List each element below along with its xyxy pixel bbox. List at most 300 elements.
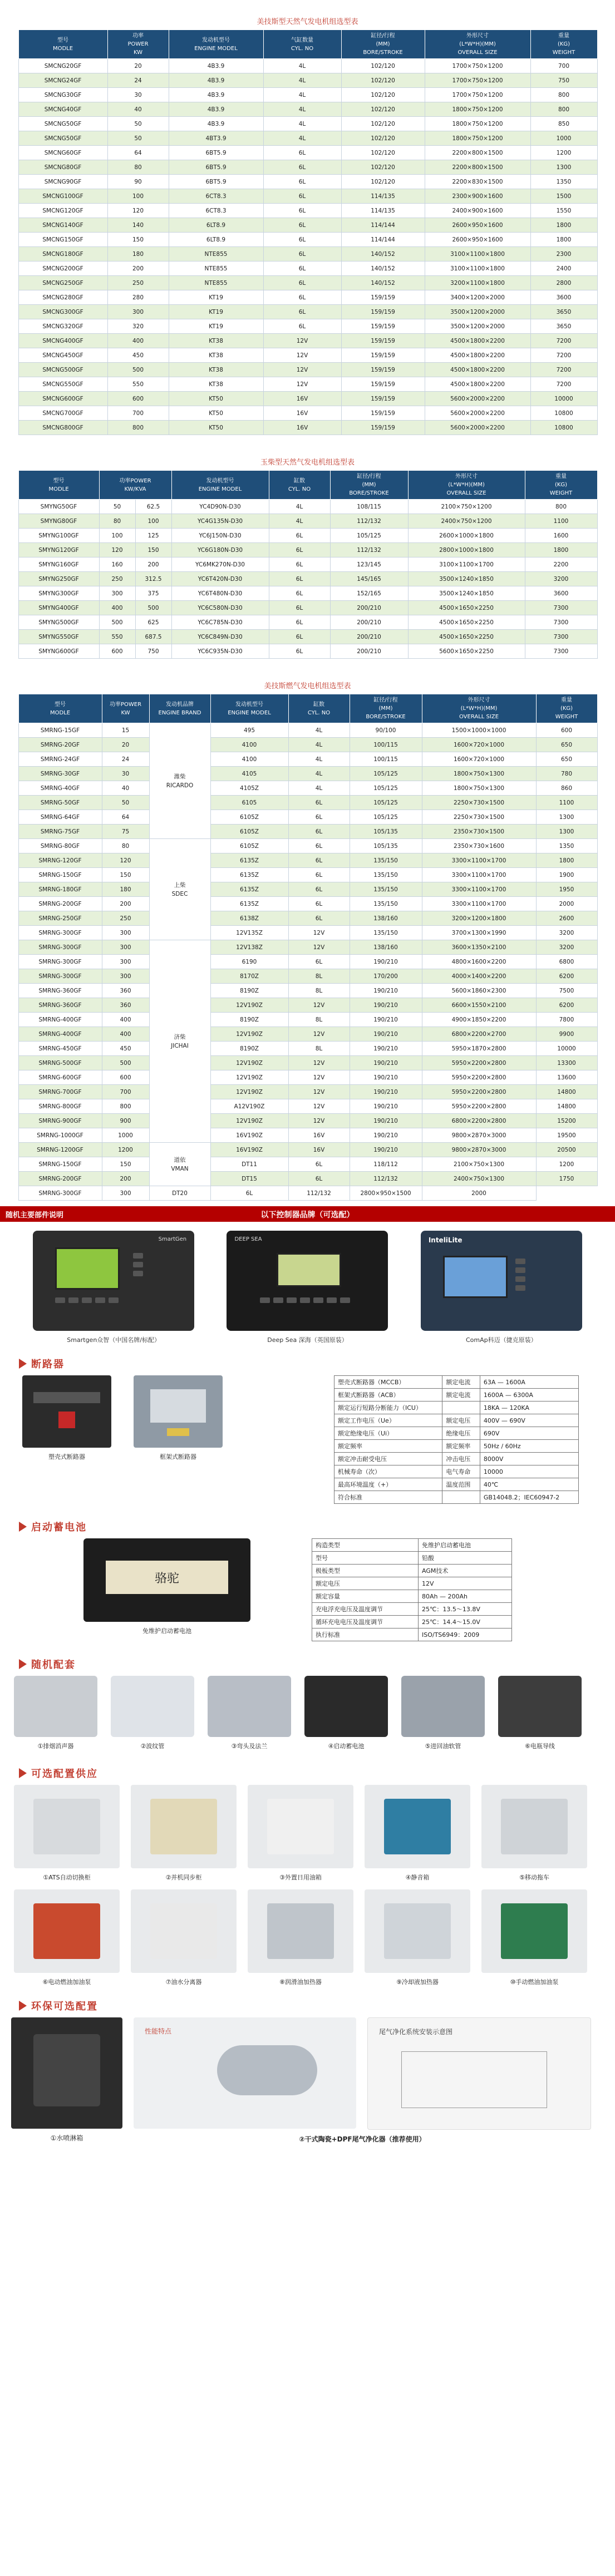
table-cell: 200 — [107, 261, 169, 276]
table-cell: 190/210 — [350, 1042, 422, 1056]
spec-cell: 符合标准 — [334, 1491, 442, 1504]
table-cell: 170/200 — [350, 969, 422, 984]
table-cell: 102/120 — [341, 160, 425, 175]
table-cell: 3500×1200×2000 — [425, 319, 530, 334]
table-row — [18, 514, 597, 529]
table-row — [18, 421, 597, 435]
table-cell: SMCNG100GF — [18, 189, 107, 204]
table-cell: 4L — [269, 514, 330, 529]
table-cell: SMRNG-50GF — [18, 796, 102, 810]
table-row — [18, 781, 597, 796]
table-cell: SMCNG120GF — [18, 204, 107, 218]
table-cell: SMCNG30GF — [18, 88, 107, 102]
table-cell: 2600×950×1600 — [425, 218, 530, 233]
table-cell: 4500×1800×2200 — [425, 334, 530, 348]
table-cell: 1350 — [536, 839, 597, 853]
table-row — [18, 131, 597, 146]
option-image — [14, 1785, 120, 1868]
table-cell: 159/159 — [341, 421, 425, 435]
table-cell: 102/120 — [341, 146, 425, 160]
spec-cell: 63A — 1600A — [480, 1376, 578, 1389]
brand-en: JICHAI — [171, 1042, 189, 1049]
table-cell: 6800×2200×2800 — [422, 1114, 536, 1128]
accessory-caption: ④启动蓄电池 — [328, 1743, 365, 1750]
table-cell: 2600×1000×1800 — [408, 529, 525, 543]
table-cell: SMCNG140GF — [18, 218, 107, 233]
table-row — [18, 586, 597, 601]
table-row — [18, 1070, 597, 1085]
table-cell: 2350×730×1600 — [422, 839, 536, 853]
table-cell: 6200 — [536, 998, 597, 1013]
table-cell: 4B3.9 — [169, 102, 263, 117]
table-cell: 2250×730×1500 — [422, 810, 536, 825]
table-cell: 120 — [102, 853, 149, 868]
table-row — [18, 796, 597, 810]
table-row — [18, 644, 597, 659]
spec-row — [312, 1616, 512, 1628]
table-cell: 8L — [288, 969, 350, 984]
spec-row — [334, 1389, 579, 1401]
table-cell: KT19 — [169, 319, 263, 334]
table-cell: 3300×1100×1700 — [422, 868, 536, 882]
table-cell: 4L — [288, 767, 350, 781]
table-cell: KT19 — [169, 290, 263, 305]
table-cell: KT19 — [169, 305, 263, 319]
table-cell: 200 — [102, 897, 149, 911]
spec-row — [334, 1465, 579, 1478]
header-line: 功率POWER — [119, 477, 151, 484]
table-cell: 135/150 — [350, 882, 422, 897]
controller-image — [421, 1231, 582, 1331]
table-cell: SMRNG-250GF — [18, 911, 102, 926]
column-header — [425, 30, 530, 59]
table-cell: 625 — [135, 615, 171, 630]
table-cell: 140/152 — [341, 261, 425, 276]
table-cell: 1800 — [536, 853, 597, 868]
header-line: (KG) — [554, 482, 568, 488]
table-row — [18, 1172, 597, 1186]
spec-cell: 免维护启动蓄电池 — [418, 1539, 511, 1552]
table-cell: SMCNG200GF — [18, 261, 107, 276]
table-cell: SMRNG-1000GF — [18, 1128, 102, 1143]
section-battery — [0, 1504, 615, 1538]
table-cell: SMYNG500GF — [18, 615, 99, 630]
brand-cell — [149, 839, 210, 940]
option-item — [11, 1889, 122, 1986]
table-cell: 90/100 — [350, 723, 422, 738]
table-cell: SMRNG-300GF — [18, 1186, 102, 1201]
table-cell: 4L — [263, 102, 341, 117]
table-cell: 159/159 — [341, 305, 425, 319]
breaker-item — [22, 1375, 111, 1504]
header-line: 缸径/行程 — [371, 33, 395, 39]
table-cell: 3100×1100×1800 — [425, 261, 530, 276]
table-row — [18, 601, 597, 615]
table-cell: 6190 — [210, 955, 288, 969]
breaker-item — [134, 1375, 223, 1504]
column-header — [288, 694, 350, 723]
table-cell: 4L — [263, 59, 341, 73]
spec-cell: 690V — [480, 1427, 578, 1440]
table-cell: KT38 — [169, 348, 263, 363]
table-row — [18, 73, 597, 88]
option-image — [481, 1889, 587, 1973]
table-cell: 12V — [288, 1099, 350, 1114]
option-item — [11, 1785, 122, 1882]
table-row — [18, 392, 597, 406]
table-cell: 780 — [536, 767, 597, 781]
table-cell: 6LT8.9 — [169, 233, 263, 247]
option-caption: ②并机同步柜 — [165, 1874, 202, 1881]
table-cell: 105/125 — [350, 796, 422, 810]
table-cell: 900 — [102, 1114, 149, 1128]
option-image — [248, 1785, 353, 1868]
table-cell: 400 — [102, 1013, 149, 1027]
table-cell: YC4D90N-D30 — [171, 500, 269, 514]
header-line: OVERALL SIZE — [457, 50, 498, 56]
spec-row — [334, 1440, 579, 1453]
section-title: 随机配套 — [31, 1659, 76, 1671]
table-row — [18, 615, 597, 630]
table-row — [18, 1085, 597, 1099]
option-caption: ⑦油水分离器 — [165, 1978, 202, 1986]
table-cell: 1200 — [536, 1157, 597, 1172]
table-cell: 6800 — [536, 955, 597, 969]
table-cell: 6135Z — [210, 882, 288, 897]
table-row — [18, 261, 597, 276]
table-cell: SMYNG300GF — [18, 586, 99, 601]
spec-cell: ISO/TS6949：2009 — [418, 1628, 511, 1641]
table-cell: 400 — [99, 601, 135, 615]
table-cell: 12V — [288, 940, 350, 955]
table-cell: 190/210 — [350, 1099, 422, 1114]
table-row — [18, 276, 597, 290]
table-row — [18, 998, 597, 1013]
table-cell: 114/135 — [341, 204, 425, 218]
table-row — [18, 319, 597, 334]
table-cell: 6L — [263, 160, 341, 175]
table-cell: SMRNG-600GF — [18, 1070, 102, 1085]
option-item — [128, 1889, 239, 1986]
header-line: MODLE — [48, 486, 69, 492]
table-cell: 12V — [288, 1114, 350, 1128]
table-cell: 2100×750×1300 — [422, 1157, 536, 1172]
table-cell: SMCNG450GF — [18, 348, 107, 363]
table-cell: 64 — [102, 810, 149, 825]
table-cell: SMCNG150GF — [18, 233, 107, 247]
table-cell: 2400×750×1200 — [408, 514, 525, 529]
table-cell: 3200 — [525, 572, 597, 586]
table-row — [18, 59, 597, 73]
table-cell: 5600×1650×2250 — [408, 644, 525, 659]
table-cell: 1100 — [536, 796, 597, 810]
table-cell: 250 — [99, 572, 135, 586]
table-cell: 1600×720×1000 — [422, 752, 536, 767]
table-cell: 700 — [107, 406, 169, 421]
table-cell: 10000 — [536, 1042, 597, 1056]
table-cell: 2350×730×1500 — [422, 825, 536, 839]
table-cell: 400 — [102, 1027, 149, 1042]
table-cell: 64 — [107, 146, 169, 160]
table-cell: SMYNG550GF — [18, 630, 99, 644]
table-cell: 4B3.9 — [169, 88, 263, 102]
spec-cell: 充电浮充电压及温度调节 — [312, 1603, 419, 1616]
table-cell: 4BT3.9 — [169, 131, 263, 146]
table-cell: 5950×2200×2800 — [422, 1099, 536, 1114]
spec-cell: 额定电流 — [442, 1389, 480, 1401]
table-cell: YC6MK270N-D30 — [171, 557, 269, 572]
table-cell: SMRNG-200GF — [18, 897, 102, 911]
table-cell: 102/120 — [341, 117, 425, 131]
spec-cell: 额定运行短路分断能力（ICU） — [334, 1401, 442, 1414]
table-cell: 400 — [107, 334, 169, 348]
table-cell: SMYNG250GF — [18, 572, 99, 586]
table-cell: 190/210 — [350, 1143, 422, 1157]
spec-cell: 50Hz / 60Hz — [480, 1440, 578, 1453]
table-cell: 102/120 — [341, 59, 425, 73]
table-cell: 12V — [288, 1027, 350, 1042]
spec-cell: 型号 — [312, 1552, 419, 1565]
table-cell: 4L — [263, 88, 341, 102]
table-cell: 3650 — [530, 305, 597, 319]
column-header — [169, 30, 263, 59]
table-cell: 1800×750×1300 — [422, 767, 536, 781]
table-cell: 12V190Z — [210, 998, 288, 1013]
table-cell: 200/210 — [330, 630, 408, 644]
table-cell: 1700×750×1200 — [425, 73, 530, 88]
table-row — [18, 218, 597, 233]
table-cell: 3100×1100×1700 — [408, 557, 525, 572]
table-cell: 6L — [288, 955, 350, 969]
option-caption: ④静音箱 — [405, 1874, 430, 1881]
table-cell: 5600×2000×2200 — [425, 392, 530, 406]
table-cell: SMRNG-300GF — [18, 940, 102, 955]
spec-cell: 冲击电压 — [442, 1453, 480, 1465]
table-cell: 300 — [102, 926, 149, 940]
spec-cell: 循环充电电压及温度调节 — [312, 1616, 419, 1628]
controller-bar — [0, 1206, 615, 1222]
spec-cell: 构造类型 — [312, 1539, 419, 1552]
table-cell: 16V — [263, 406, 341, 421]
table-row — [18, 723, 597, 738]
table-cell: SMRNG-40GF — [18, 781, 102, 796]
accessory-item — [205, 1676, 294, 1750]
table-cell: SMCNG700GF — [18, 406, 107, 421]
table-cell: 1200 — [102, 1143, 149, 1157]
table-cell: 5950×2200×2800 — [422, 1085, 536, 1099]
brand-cell — [149, 1143, 210, 1186]
option-image — [248, 1889, 353, 1973]
column-header — [263, 30, 341, 59]
header-line: (L*W*H)(MM) — [460, 705, 498, 712]
table-cell: 9800×2870×3000 — [422, 1143, 536, 1157]
column-header — [102, 694, 149, 723]
table-cell: SMRNG-500GF — [18, 1056, 102, 1070]
table-cell: 320 — [107, 319, 169, 334]
battery-brand: 骆驼 — [154, 1572, 179, 1586]
spec-cell: 额定绝缘电压（Ui） — [334, 1427, 442, 1440]
table-cell: 6L — [263, 305, 341, 319]
table-cell: 4100 — [210, 738, 288, 752]
table-cell: KT38 — [169, 363, 263, 377]
column-header — [18, 471, 99, 500]
spec-cell: 25℃：14.4～15.0V — [418, 1616, 511, 1628]
brand-zh: 济柴 — [174, 1033, 186, 1040]
table-cell: 62.5 — [135, 500, 171, 514]
table-cell: 6L — [288, 897, 350, 911]
table-cell: 5950×1870×2800 — [422, 1042, 536, 1056]
table-cell: 4105Z — [210, 781, 288, 796]
header-line: CYL. NO — [307, 709, 331, 716]
table-row — [18, 752, 597, 767]
column-header — [536, 694, 597, 723]
spec-row — [312, 1590, 512, 1603]
option-caption: ⑩手动燃油加油泵 — [510, 1978, 559, 1986]
table-cell: 3400×1200×2000 — [425, 290, 530, 305]
column-header — [99, 471, 171, 500]
accessory-item — [398, 1676, 488, 1750]
option-item — [362, 1889, 473, 1986]
table-cell: 125 — [135, 529, 171, 543]
table-cell: 6105 — [210, 796, 288, 810]
table-cell: KT38 — [169, 377, 263, 392]
header-line: (L*W*H)(MM) — [459, 41, 496, 47]
table-cell: 500 — [135, 601, 171, 615]
table-cell: 2250×730×1500 — [422, 796, 536, 810]
table-cell: 500 — [107, 363, 169, 377]
table-cell: 10000 — [530, 392, 597, 406]
table-cell: 6L — [288, 839, 350, 853]
header-line: 功率 — [132, 33, 144, 39]
table-cell: 102/120 — [341, 131, 425, 146]
table-cell: 4L — [288, 738, 350, 752]
bar-center-text: 以下控制器品牌（可选配） — [260, 1211, 355, 1220]
table-cell: SMRNG-900GF — [18, 1114, 102, 1128]
table-cell: 5600×2000×2200 — [425, 421, 530, 435]
spec-row — [312, 1628, 512, 1641]
table-cell: 6CT8.3 — [169, 189, 263, 204]
table-cell: 6138Z — [210, 911, 288, 926]
header-line: ENGINE BRAND — [158, 709, 201, 716]
table-cell: 550 — [107, 377, 169, 392]
table-cell: 80 — [102, 839, 149, 853]
table-cell: 3300×1100×1700 — [422, 882, 536, 897]
table-cell: 16V190Z — [210, 1128, 288, 1143]
accessory-row — [0, 1676, 615, 1750]
table-row — [18, 1128, 597, 1143]
table-cell: 700 — [530, 59, 597, 73]
breaker-image — [134, 1375, 223, 1448]
header-line: POWER — [127, 41, 149, 47]
table-cell: 6L — [269, 630, 330, 644]
table-cell: 6L — [263, 175, 341, 189]
table-row — [18, 363, 597, 377]
table-cell: 5600×1860×2300 — [422, 984, 536, 998]
table-cell: 200/210 — [330, 601, 408, 615]
spec-cell: 极板类型 — [312, 1565, 419, 1577]
table-cell: SMRNG-300GF — [18, 955, 102, 969]
table-cell: 1350 — [530, 175, 597, 189]
table-cell: 135/150 — [350, 897, 422, 911]
option-caption: ⑤移动拖车 — [519, 1874, 549, 1881]
header-line: (MM) — [378, 705, 393, 712]
arrow-icon — [19, 1768, 27, 1778]
column-header — [210, 694, 288, 723]
table-cell: 800 — [102, 1099, 149, 1114]
table-cell: 6BT5.9 — [169, 146, 263, 160]
table-row — [18, 897, 597, 911]
table-cell: 2400×750×1300 — [422, 1172, 536, 1186]
section-title: 启动蓄电池 — [31, 1522, 87, 1533]
table-cell: 120 — [107, 204, 169, 218]
table-cell: 159/159 — [341, 290, 425, 305]
table-cell: 16V — [288, 1128, 350, 1143]
brand-zh: 道依 — [174, 1156, 186, 1163]
controller-deepsea — [224, 1231, 391, 1344]
table-cell: 1550 — [530, 204, 597, 218]
table-cell: SMCNG90GF — [18, 175, 107, 189]
table-cell: 4L — [288, 752, 350, 767]
table-cell: 4100 — [210, 752, 288, 767]
spec-row — [334, 1414, 579, 1427]
table-cell: 114/135 — [341, 189, 425, 204]
table-cell: 19500 — [536, 1128, 597, 1143]
column-header — [350, 694, 422, 723]
header-row — [18, 30, 597, 59]
table-cell: SMRNG-180GF — [18, 882, 102, 897]
table-row — [18, 189, 597, 204]
table-row — [18, 1013, 597, 1027]
spec-cell: 执行标准 — [312, 1628, 419, 1641]
table-cell: 12V138Z — [210, 940, 288, 955]
table-cell: 40 — [102, 781, 149, 796]
header-line: 缸数 — [313, 701, 324, 708]
table-cell: 7300 — [525, 644, 597, 659]
option-image — [131, 1785, 237, 1868]
header-line: OVERALL SIZE — [459, 714, 499, 720]
table-cell: SMCNG60GF — [18, 146, 107, 160]
table-cell: 1300 — [530, 160, 597, 175]
table-cell: 6L — [288, 825, 350, 839]
table-cell: 4500×1650×2250 — [408, 601, 525, 615]
table-cell: 1800×750×1200 — [425, 131, 530, 146]
brand-label: DEEP SEA — [234, 1236, 262, 1242]
table-cell: 190/210 — [350, 1027, 422, 1042]
table-cell: SMRNG-15GF — [18, 723, 102, 738]
header-line: 缸径/行程 — [373, 697, 398, 703]
table-cell: 12V — [263, 334, 341, 348]
accessory-item — [495, 1676, 584, 1750]
table-cell: 100/115 — [350, 752, 422, 767]
table-cell: YC6C849N-D30 — [171, 630, 269, 644]
table-cell: 7200 — [530, 334, 597, 348]
table-cell: 12V190Z — [210, 1056, 288, 1070]
table-cell: 24 — [107, 73, 169, 88]
header-line: MODLE — [52, 45, 73, 52]
table-cell: 50 — [107, 131, 169, 146]
column-header — [530, 30, 597, 59]
table-cell: 3500×1240×1850 — [408, 572, 525, 586]
table-cell: 12V — [263, 363, 341, 377]
table-cell: SMCNG50GF — [18, 131, 107, 146]
table-cell: SMRNG-200GF — [18, 1172, 102, 1186]
environment-row — [0, 2017, 615, 2144]
table-cell: 6105Z — [210, 839, 288, 853]
spec-cell: 机械寿命（次） — [334, 1465, 442, 1478]
table-cell: SMCNG400GF — [18, 334, 107, 348]
table-cell: DT20 — [149, 1186, 210, 1201]
table-cell: SMRNG-24GF — [18, 752, 102, 767]
